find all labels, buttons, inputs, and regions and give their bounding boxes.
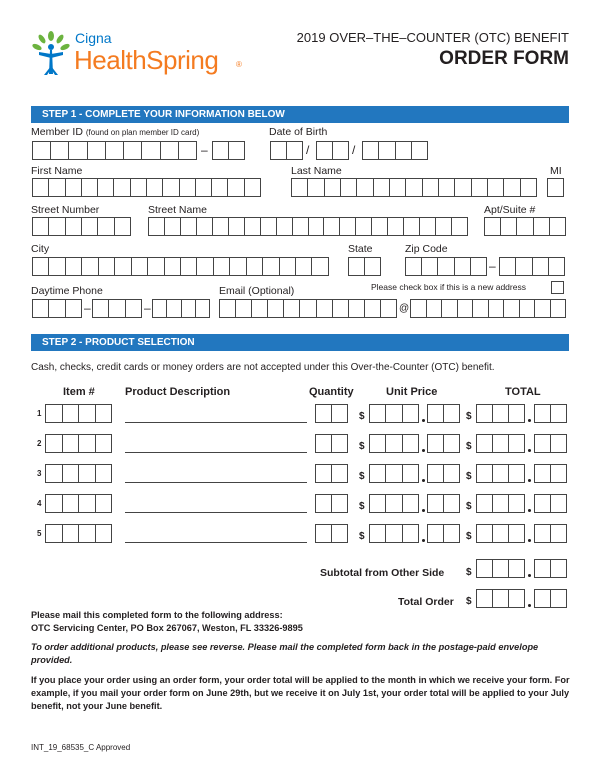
brand-main: HealthSpring xyxy=(74,45,219,75)
unit-price-currency: $ xyxy=(359,471,365,482)
brand-registered: ® xyxy=(236,60,242,69)
unit-price-decimal xyxy=(422,509,425,512)
dob-year-field[interactable] xyxy=(362,141,428,160)
total-decimal xyxy=(528,539,531,542)
apt-label: Apt/Suite # xyxy=(484,204,536,216)
zip-dash: – xyxy=(489,259,496,273)
col-total: TOTAL xyxy=(505,386,541,398)
unit-price-currency: $ xyxy=(359,501,365,512)
payment-notice: Cash, checks, credit cards or money orders are not accepted under this Over-the-Counter (OTC) benefit. xyxy=(31,362,495,373)
unit-price-currency: $ xyxy=(359,411,365,422)
phone-area-field[interactable] xyxy=(32,299,82,318)
new-address-label: Please check box if this is a new address xyxy=(371,282,526,292)
zip-label: Zip Code xyxy=(405,243,448,255)
phone-line-field[interactable] xyxy=(152,299,210,318)
city-label: City xyxy=(31,243,50,255)
dob-day-field[interactable] xyxy=(316,141,349,160)
unit-price-currency: $ xyxy=(359,441,365,452)
total-dollars-field[interactable] xyxy=(476,404,525,423)
unit-price-decimal xyxy=(422,419,425,422)
item-number-field[interactable] xyxy=(45,524,112,543)
form-subtitle: 2019 OVER–THE–COUNTER (OTC) BENEFIT xyxy=(296,30,569,45)
quantity-field[interactable] xyxy=(315,524,348,543)
total-cents-field[interactable] xyxy=(534,524,567,543)
last-name-label: Last Name xyxy=(291,165,342,177)
subtotal-currency: $ xyxy=(466,567,472,578)
subtotal-label: Subtotal from Other Side xyxy=(320,567,445,579)
zip-field[interactable] xyxy=(405,257,487,276)
total-decimal xyxy=(528,509,531,512)
quantity-field[interactable] xyxy=(315,494,348,513)
total-order-decimal xyxy=(528,604,531,607)
item-number-field[interactable] xyxy=(45,494,112,513)
total-cents-field[interactable] xyxy=(534,434,567,453)
email-label: Email (Optional) xyxy=(219,285,295,297)
state-field[interactable] xyxy=(348,257,381,276)
subtotal-cents-field[interactable] xyxy=(534,559,567,578)
unit-price-dollars-field[interactable] xyxy=(369,434,419,453)
mail-address: OTC Servicing Center, PO Box 267067, Weston, FL 33326-9895 xyxy=(31,623,303,633)
last-name-field[interactable] xyxy=(291,178,537,197)
description-field[interactable] xyxy=(125,452,307,453)
col-item: Item # xyxy=(63,386,95,398)
zip-ext-field[interactable] xyxy=(499,257,565,276)
unit-price-cents-field[interactable] xyxy=(427,404,460,423)
member-id-note: (found on plan member ID card) xyxy=(85,128,200,137)
phone-dash-1: – xyxy=(84,301,91,315)
member-id-label xyxy=(31,126,199,138)
total-dollars-field[interactable] xyxy=(476,464,525,483)
unit-price-decimal xyxy=(422,449,425,452)
brand-logo xyxy=(31,30,251,80)
member-id-text: Member ID xyxy=(31,126,83,138)
quantity-field[interactable] xyxy=(315,464,348,483)
tree-of-life-icon xyxy=(31,30,71,76)
page-title: ORDER FORM xyxy=(439,48,569,69)
total-dollars-field[interactable] xyxy=(476,434,525,453)
col-unit-price: Unit Price xyxy=(386,386,438,398)
unit-price-dollars-field[interactable] xyxy=(369,404,419,423)
unit-price-cents-field[interactable] xyxy=(427,524,460,543)
subtotal-dollars-field[interactable] xyxy=(476,559,525,578)
step1-heading: STEP 1 - COMPLETE YOUR INFORMATION BELOW xyxy=(31,106,569,123)
dob-slash-1: / xyxy=(306,143,310,157)
first-name-label: First Name xyxy=(31,165,83,177)
total-currency: $ xyxy=(466,501,472,512)
step2-heading: STEP 2 - PRODUCT SELECTION xyxy=(31,334,569,351)
mail-line-1: Please mail this completed form to the following address: xyxy=(31,610,283,620)
mail-instructions xyxy=(31,609,571,635)
description-field[interactable] xyxy=(125,482,307,483)
email-domain-field[interactable] xyxy=(410,299,566,318)
member-id-field[interactable] xyxy=(32,141,197,160)
email-user-field[interactable] xyxy=(219,299,397,318)
subtotal-decimal xyxy=(528,574,531,577)
mi-field[interactable] xyxy=(547,178,564,197)
dob-label: Date of Birth xyxy=(269,126,328,138)
total-currency: $ xyxy=(466,471,472,482)
unit-price-dollars-field[interactable] xyxy=(369,494,419,513)
unit-price-dollars-field[interactable] xyxy=(369,464,419,483)
row-number: 2 xyxy=(37,439,42,448)
total-order-currency: $ xyxy=(466,596,472,607)
total-currency: $ xyxy=(466,411,472,422)
new-address-checkbox[interactable] xyxy=(551,281,564,294)
city-field[interactable] xyxy=(32,257,329,276)
dob-month-field[interactable] xyxy=(270,141,303,160)
col-quantity: Quantity xyxy=(309,386,354,398)
apt-field[interactable] xyxy=(484,217,566,236)
email-at: @ xyxy=(399,303,410,314)
member-id-suffix-field[interactable] xyxy=(212,141,245,160)
total-order-cents-field[interactable] xyxy=(534,589,567,608)
total-decimal xyxy=(528,449,531,452)
reverse-note: To order additional products, please see reverse. Please mail the completed form back in the postage-paid envelope provided. xyxy=(31,642,539,665)
unit-price-cents-field[interactable] xyxy=(427,464,460,483)
row-number: 1 xyxy=(37,409,42,418)
total-cents-field[interactable] xyxy=(534,494,567,513)
quantity-field[interactable] xyxy=(315,434,348,453)
unit-price-cents-field[interactable] xyxy=(427,494,460,513)
total-decimal xyxy=(528,479,531,482)
description-field[interactable] xyxy=(125,422,307,423)
street-number-label: Street Number xyxy=(31,204,100,216)
total-cents-field[interactable] xyxy=(534,464,567,483)
total-order-label: Total Order xyxy=(398,596,454,608)
row-number: 4 xyxy=(37,499,42,508)
unit-price-currency: $ xyxy=(359,531,365,542)
brand-small: Cigna xyxy=(75,30,112,46)
item-number-field[interactable] xyxy=(45,464,112,483)
row-number: 5 xyxy=(37,529,42,538)
description-field[interactable] xyxy=(125,512,307,513)
unit-price-decimal xyxy=(422,539,425,542)
total-currency: $ xyxy=(466,441,472,452)
form-code: INT_19_68535_C Approved xyxy=(31,743,131,752)
unit-price-dollars-field[interactable] xyxy=(369,524,419,543)
mi-label: MI xyxy=(550,165,562,177)
member-id-dash: – xyxy=(201,143,208,157)
street-name-label: Street Name xyxy=(148,204,207,216)
dob-slash-2: / xyxy=(352,143,356,157)
row-number: 3 xyxy=(37,469,42,478)
unit-price-cents-field[interactable] xyxy=(427,434,460,453)
col-description: Product Description xyxy=(125,386,231,398)
street-number-field[interactable] xyxy=(32,217,131,236)
item-number-field[interactable] xyxy=(45,434,112,453)
month-note: If you place your order using an order form, your order total will be applied to the month in which we receive your form. For example, if you mail your order form on June 29th, but we receive it on July 1st, your order total will be applied to your July benefit, not your June benefit. xyxy=(31,675,570,711)
first-name-field[interactable] xyxy=(32,178,261,197)
total-order-dollars-field[interactable] xyxy=(476,589,525,608)
street-name-field[interactable] xyxy=(148,217,468,236)
unit-price-decimal xyxy=(422,479,425,482)
phone-dash-2: – xyxy=(144,301,151,315)
quantity-field[interactable] xyxy=(315,404,348,423)
phone-prefix-field[interactable] xyxy=(92,299,142,318)
total-cents-field[interactable] xyxy=(534,404,567,423)
description-field[interactable] xyxy=(125,542,307,543)
total-decimal xyxy=(528,419,531,422)
total-dollars-field[interactable] xyxy=(476,494,525,513)
item-number-field[interactable] xyxy=(45,404,112,423)
total-dollars-field[interactable] xyxy=(476,524,525,543)
total-currency: $ xyxy=(466,531,472,542)
phone-label: Daytime Phone xyxy=(31,285,103,297)
state-label: State xyxy=(348,243,373,255)
